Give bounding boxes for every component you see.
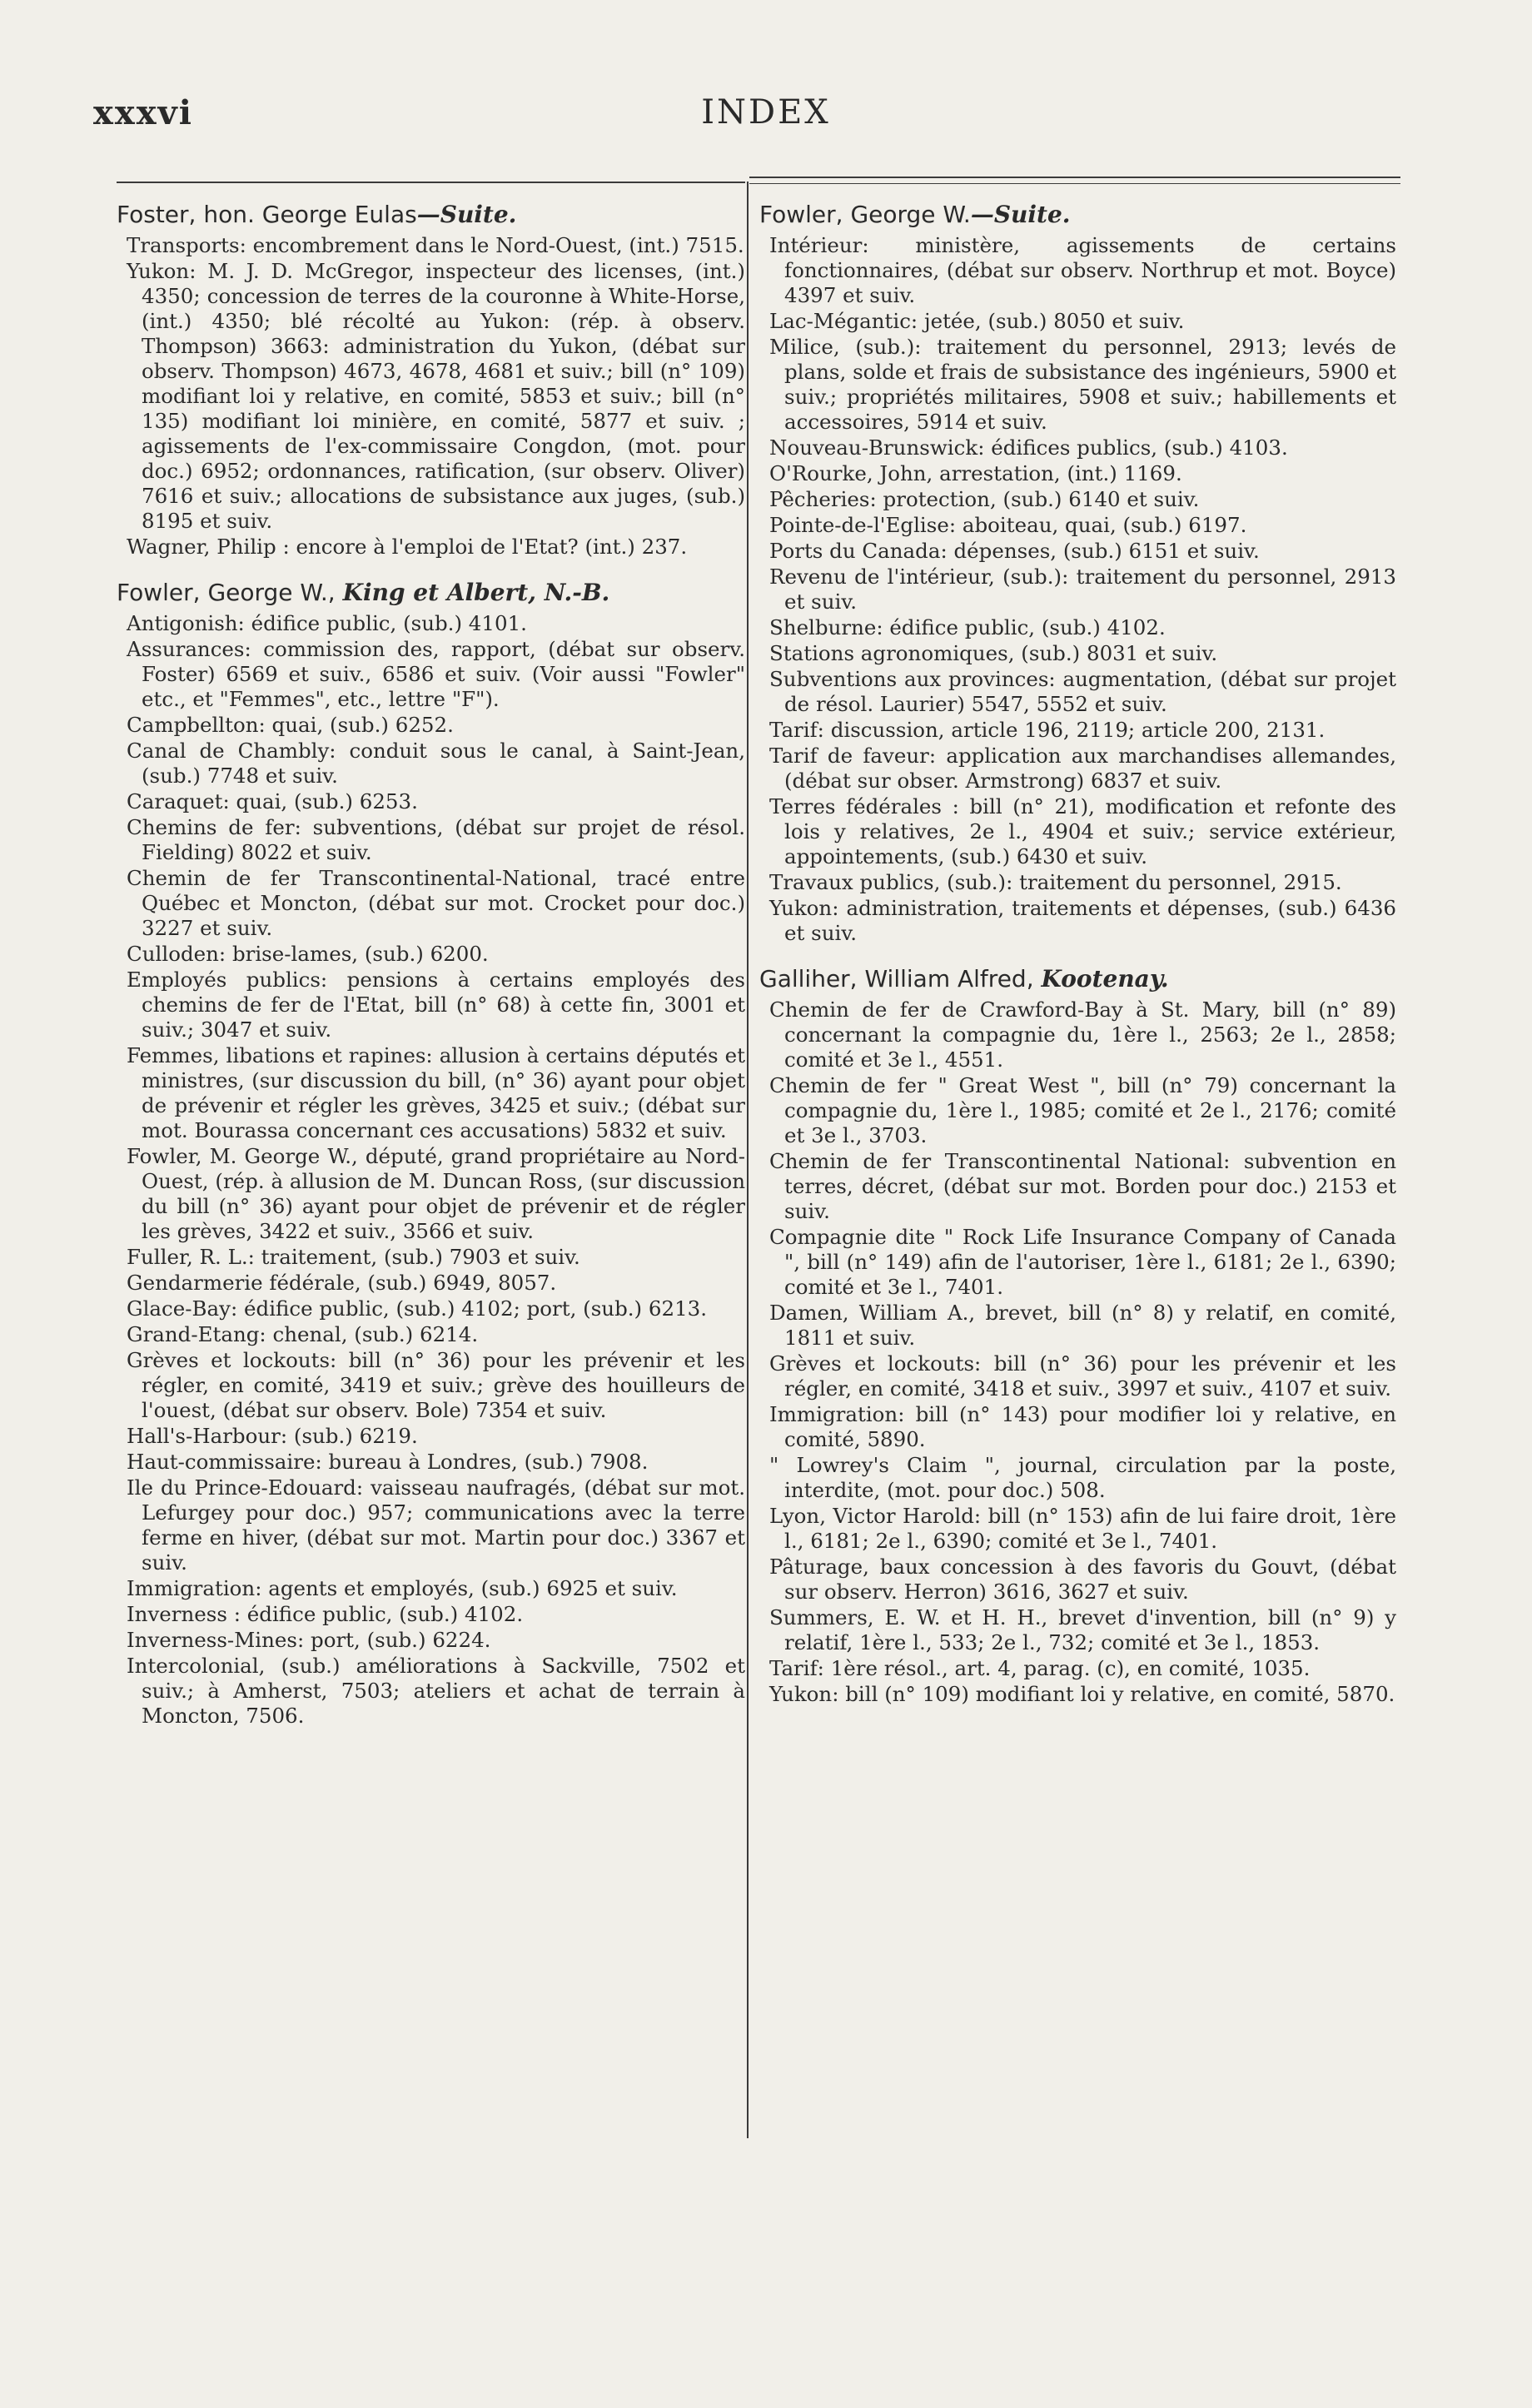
index-entry: Revenu de l'intérieur, (sub.): traitement du personnel, 2913 et suiv.	[769, 565, 1396, 614]
heading-suffix: —Suite.	[970, 201, 1071, 228]
index-section	[759, 964, 1396, 1707]
index-entry: Tarif: 1ère résol., art. 4, parag. (c), en comité, 1035.	[769, 1656, 1311, 1680]
section-heading	[759, 964, 1396, 994]
index-entry: Inverness : édifice public, (sub.) 4102.	[127, 1602, 524, 1626]
header-rule-left	[117, 182, 745, 183]
index-entry: Femmes, libations et rapines: allusion à certains députés et ministres, (sur discussion du bill, (n° 36) ayant pour objet de prévenir et régler les grèves, 3425 et suiv.; (débat sur mot. Bourassa concernant ces accusations) 5832 et suiv.	[127, 1043, 745, 1142]
index-entry: Inverness-Mines: port, (sub.) 6224.	[127, 1628, 491, 1652]
index-entry: Ports du Canada: dépenses, (sub.) 6151 et suiv.	[769, 539, 1260, 563]
heading-name: Foster, hon. George Eulas	[117, 201, 417, 228]
column-divider	[747, 182, 749, 2138]
index-entry: Tarif de faveur: application aux marchandises allemandes, (débat sur obser. Armstrong) 6837 et suiv.	[769, 744, 1396, 793]
index-entry: Tarif: discussion, article 196, 2119; article 200, 2131.	[769, 718, 1326, 742]
index-entry: " Lowrey's Claim ", journal, circulation par la poste, interdite, (mot. pour doc.) 508.	[769, 1453, 1396, 1502]
index-entry: Chemin de fer Transcontinental-National, tracé entre Québec et Moncton, (débat sur mot. Crocket pour doc.) 3227 et suiv.	[127, 866, 745, 940]
index-entry: O'Rourke, John, arrestation, (int.) 1169.	[769, 461, 1182, 485]
index-entry: Caraquet: quai, (sub.) 6253.	[127, 789, 418, 813]
index-entry: Yukon: administration, traitements et dépenses, (sub.) 6436 et suiv.	[769, 896, 1396, 945]
index-entry: Summers, E. W. et H. H., brevet d'invention, bill (n° 9) y relatif, 1ère l., 533; 2e l., 732; comité et 3e l., 1853.	[769, 1605, 1396, 1654]
index-entry: Chemin de fer Transcontinental National: subvention en terres, décret, (débat sur mot. Borden pour doc.) 2153 et suiv.	[769, 1149, 1396, 1223]
index-entry: Wagner, Philip : encore à l'emploi de l'Etat? (int.) 237.	[127, 535, 688, 559]
index-entry: Pointe-de-l'Eglise: aboiteau, quai, (sub.) 6197.	[769, 513, 1247, 537]
index-entry: Yukon: M. J. D. McGregor, inspecteur des licenses, (int.) 4350; concession de terres de la couronne à White-Horse, (int.) 4350; blé récolté au Yukon: (rép. à observ. Thompson) 3663: administration du Yukon, (débat sur observ. Thompson) 4673, 4678, 4681 et suiv.; bill (n° 109) modifiant loi y relative, en comité, 5853 et suiv.; bill (n° 135) modifiant loi minière, en comité, 5877 et suiv. ; agissements de l'ex-commissaire Congdon, (mot. pour doc.) 6952; ordonnances, ratification, (sur observ. Oliver) 7616 et suiv.; allocations de subsistance aux juges, (sub.) 8195 et suiv.	[127, 259, 745, 533]
index-entry: Culloden: brise-lames, (sub.) 6200.	[127, 942, 489, 966]
index-entry: Assurances: commission des, rapport, (débat sur observ. Foster) 6569 et suiv., 6586 et suiv. (Voir aussi "Fowler" etc., et "Femmes", etc., lettre "F").	[127, 637, 745, 711]
heading-suffix: King et Albert, N.-B.	[342, 579, 610, 606]
index-entry: Chemin de fer " Great West ", bill (n° 79) concernant la compagnie du, 1ère l., 1985; comité et 2e l., 2176; comité et 3e l., 3703.	[769, 1073, 1396, 1147]
index-entry: Yukon: bill (n° 109) modifiant loi y relative, en comité, 5870.	[769, 1682, 1395, 1706]
index-entry: Haut-commissaire: bureau à Londres, (sub.) 7908.	[127, 1450, 649, 1474]
index-entry: Canal de Chambly: conduit sous le canal, à Saint-Jean, (sub.) 7748 et suiv.	[127, 739, 745, 788]
index-entry: Intérieur: ministère, agissements de certains fonctionnaires, (débat sur observ. Northrup et mot. Boyce) 4397 et suiv.	[769, 233, 1396, 307]
index-entry: Nouveau-Brunswick: édifices publics, (sub.) 4103.	[769, 435, 1288, 460]
index-entry: Subventions aux provinces: augmentation, (débat sur projet de résol. Laurier) 5547, 5552 et suiv.	[769, 667, 1396, 716]
index-entry: Damen, William A., brevet, bill (n° 8) y relatif, en comité, 1811 et suiv.	[769, 1301, 1396, 1350]
heading-name: Galliher, William Alfred,	[759, 965, 1042, 993]
heading-name: Fowler, George W.	[759, 201, 971, 228]
section-heading	[759, 200, 1396, 230]
section-heading	[117, 578, 745, 608]
index-entry: Immigration: agents et employés, (sub.) 6925 et suiv.	[127, 1576, 678, 1600]
index-entry: Stations agronomiques, (sub.) 8031 et suiv.	[769, 641, 1218, 665]
heading-name: Fowler, George W.,	[117, 579, 343, 606]
right-column	[759, 200, 1396, 1725]
index-entry: Transports: encombrement dans le Nord-Ouest, (int.) 7515.	[127, 233, 744, 257]
section-heading	[117, 200, 745, 230]
index-entry: Chemin de fer de Crawford-Bay à St. Mary, bill (n° 89) concernant la compagnie du, 1ère l., 2563; 2e l., 2858; comité et 3e l., 4551.	[769, 998, 1396, 1072]
index-entry: Grand-Etang: chenal, (sub.) 6214.	[127, 1322, 479, 1346]
index-entry: Intercolonial, (sub.) améliorations à Sackville, 7502 et suiv.; à Amherst, 7503; ateliers et achat de terrain à Moncton, 7506.	[127, 1654, 745, 1728]
index-entry: Ile du Prince-Edouard: vaisseau naufragés, (débat sur mot. Lefurgey pour doc.) 957; communications avec la terre ferme en hiver, (débat sur mot. Martin pour doc.) 3367 et suiv.	[127, 1475, 745, 1575]
header-rule-right-lower	[749, 183, 1400, 184]
index-entry: Shelburne: édifice public, (sub.) 4102.	[769, 615, 1166, 639]
index-entry: Compagnie dite " Rock Life Insurance Company of Canada ", bill (n° 149) afin de l'autoriser, 1ère l., 6181; 2e l., 6390; comité et 3e l., 7401.	[769, 1225, 1396, 1299]
index-entry: Grèves et lockouts: bill (n° 36) pour les prévenir et les régler, en comité, 3419 et suiv.; grève des houilleurs de l'ouest, (débat sur observ. Bole) 7354 et suiv.	[127, 1348, 745, 1422]
left-column	[117, 200, 745, 1747]
page-title: INDEX	[701, 93, 831, 132]
heading-suffix: —Suite.	[416, 201, 517, 228]
index-section	[759, 200, 1396, 946]
index-entry: Glace-Bay: édifice public, (sub.) 4102; port, (sub.) 6213.	[127, 1296, 708, 1321]
header-rule-right	[749, 177, 1400, 178]
index-entry: Travaux publics, (sub.): traitement du personnel, 2915.	[769, 870, 1342, 894]
index-entry: Hall's-Harbour: (sub.) 6219.	[127, 1424, 418, 1448]
index-entry: Antigonish: édifice public, (sub.) 4101.	[127, 611, 527, 635]
index-section	[117, 578, 745, 1729]
index-entry: Fuller, R. L.: traitement, (sub.) 7903 et suiv.	[127, 1245, 580, 1269]
index-entry: Campbellton: quai, (sub.) 6252.	[127, 713, 454, 737]
index-entry: Pâturage, baux concession à des favoris du Gouvt, (débat sur observ. Herron) 3616, 3627 et suiv.	[769, 1555, 1396, 1604]
index-entry: Lac-Mégantic: jetée, (sub.) 8050 et suiv.	[769, 309, 1185, 333]
index-entry: Fowler, M. George W., député, grand propriétaire au Nord-Ouest, (rép. à allusion de M. Duncan Ross, (sur discussion du bill (n° 36) ayant pour objet de prévenir et de régler les grèves, 3422 et suiv., 3566 et suiv.	[127, 1144, 745, 1243]
index-entry: Grèves et lockouts: bill (n° 36) pour les prévenir et les régler, en comité, 3418 et suiv., 3997 et suiv., 4107 et suiv.	[769, 1351, 1396, 1401]
index-entry: Pêcheries: protection, (sub.) 6140 et suiv.	[769, 487, 1200, 511]
index-entry: Lyon, Victor Harold: bill (n° 153) afin de lui faire droit, 1ère l., 6181; 2e l., 6390; comité et 3e l., 7401.	[769, 1504, 1396, 1553]
heading-suffix: Kootenay.	[1041, 965, 1169, 993]
index-entry: Employés publics: pensions à certains employés des chemins de fer de l'Etat, bill (n° 68) à cette fin, 3001 et suiv.; 3047 et suiv.	[127, 968, 745, 1042]
page-number: xxxvi	[93, 93, 193, 132]
index-entry: Gendarmerie fédérale, (sub.) 6949, 8057.	[127, 1271, 557, 1295]
index-entry: Milice, (sub.): traitement du personnel, 2913; levés de plans, solde et frais de subsistance des ingénieurs, 5900 et suiv.; propriétés militaires, 5908 et suiv.; habillements et accessoires, 5914 et suiv.	[769, 335, 1396, 434]
index-entry: Terres fédérales : bill (n° 21), modification et refonte des lois y relatives, 2e l., 4904 et suiv.; service extérieur, appointements, (sub.) 6430 et suiv.	[769, 794, 1396, 868]
index-section	[117, 200, 745, 560]
index-entry: Immigration: bill (n° 143) pour modifier loi y relative, en comité, 5890.	[769, 1402, 1396, 1451]
index-entry: Chemins de fer: subventions, (débat sur projet de résol. Fielding) 8022 et suiv.	[127, 815, 745, 864]
